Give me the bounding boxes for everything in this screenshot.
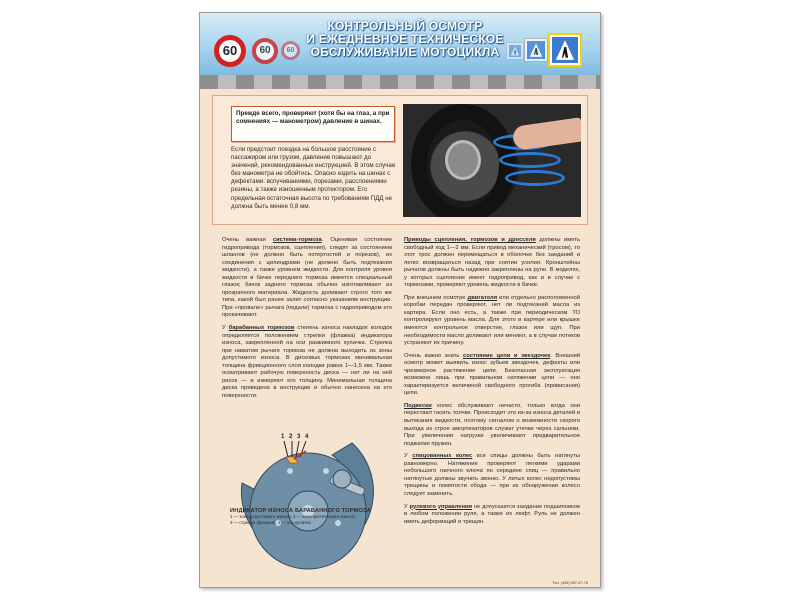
- diagram-caption: [230, 508, 390, 525]
- diagram-legend: 1 — зона допустимого износа; 2 — зона критического износа;: [230, 514, 356, 519]
- road-stripe: [200, 75, 600, 89]
- diagram-caption-title: ИНДИКАТОР ИЗНОСА БАРАБАННОГО ТОРМОЗА: [230, 508, 372, 514]
- tire-pressure-text: Если предстоит поездка на большое расстояние с пассажиром или грузом, давление повышают до значений, рекомендованных инструкцией. В этом случае без манометра не обойтись. Опасно ездить на шинах с дефектами: вспучиваниями, порезами, расслоениями резины, а также изношенным протектором. Его предельная остаточная высота по требованиям ПДД не должна быть менее 0,8 мм.: [231, 146, 396, 210]
- drum-brake-diagram: [222, 413, 392, 573]
- tire-section: [212, 95, 588, 225]
- left-text-column: [222, 237, 392, 405]
- right-text-column: [404, 237, 580, 531]
- page-title: [300, 20, 510, 59]
- diagram-label: 3: [297, 434, 301, 440]
- title-line: ОБСЛУЖИВАНИЕ МОТОЦИКЛА: [310, 45, 500, 59]
- speed-limit-sign-icon: 60: [252, 38, 278, 64]
- diagram-label: 1: [281, 434, 285, 440]
- suspension-paragraph: Подвески колес обслуживают нечасто, только когда они перестают гасить толчки. Происходит это из-за износа деталей и вытекания жидкости, поэтому сигналом о возможности скорого выхода из строя амортизаторов служат утечки через сальники. При увеличении нагрузки увеличивают предварительное поджатие пружин.: [404, 402, 580, 447]
- footer-contacts: Тел. (495) 987-87-76: [552, 581, 588, 585]
- pedestrian-crossing-sign-icon: [550, 35, 580, 65]
- header-banner: [200, 13, 600, 75]
- spoked-wheels-paragraph: У спицованных колес все спицы должны быть натянуты равномерно. Натяжение проверяют легкими ударами небольшого гаечного ключа по середине спиц — правильно натянутые должны звучать звонко. У литых колес недопустимы трещины и помятости обода — при их обнаружении колесо следует заменить.: [404, 453, 581, 497]
- pedestrian-crossing-sign-icon: [507, 43, 523, 59]
- speed-limit-sign-icon: 60: [214, 35, 246, 67]
- title-line: КОНТРОЛЬНЫЙ ОСМОТР: [327, 19, 483, 33]
- drives-paragraph: Приводы сцепления, тормозов и дросселя должны иметь свободный ход 1—2 мм. Если привод механический (тросом), то этот трос должен перемещаться в оболочке без заеданий и легко возвращаться назад при снятии усилия. Кронштейны рычагов должны быть надежно закреплены на руле. В моделях, у которых сцепление имеет гидропривод, как и в случае с тормозами, проверяют уровень жидкости в бачке.: [404, 237, 580, 289]
- poster: [199, 12, 601, 588]
- intro-callout: Прежде всего, проверяют (хотя бы на глаз, а при сомнениях — манометром) давление в шинах.: [231, 106, 395, 142]
- wheel-photo: [403, 104, 581, 217]
- chain-paragraph: Очень важно знать состояние цепи и звездочек. Внешний осмотр может выявить износ зубьев звездочек, дефекты или чрезмерное растяжение цепи. Безопасная эксплуатация возможна лишь при правильном натяжении цепи — оно характеризуется величиной свободного прогиба (провисания) цепи.: [404, 352, 581, 397]
- drum-brakes-paragraph: У барабанных тормозов степень износа накладок колодок определяется положением стрелки (флажка) индикатора износа, закрепленной на оси разжимного кулачка. Стрелка при нажатом рычаге тормоза не должна выходить из зоны допустимого износа. В дисковых тормозах минимальная толщина фрикционного слоя колодки равна 1—1,5 мм. Также осматривают рабочую поверхность диска — нет ли на ней рисок — и измеряют его толщину. Минимальная толщина диска приведена в инструкции и обычно нанесена на его поверхности.: [222, 325, 393, 399]
- diagram-label: 2: [289, 434, 293, 440]
- pedestrian-crossing-sign-icon: [525, 39, 547, 61]
- diagram-legend: 3 — стрелка (флажок); 4 — ось кулачка: [230, 519, 311, 525]
- title-line: И ЕЖЕДНЕВНОЕ ТЕХНИЧЕСКОЕ: [306, 32, 504, 46]
- engine-paragraph: При внешнем осмотре двигателя или отдельно расположенной коробки передач проверяют, нет ли подтеканий масла из картера. Если оно есть, а также при периодическом ТО контролируют уровень масла. Для этого в картере или крышке имеются контрольное отверстие, глазок или щуп. При необходимости масло доливают или меняют, а в случае потеков устраняют их причину.: [404, 294, 580, 347]
- speed-limit-sign-icon: 60: [281, 41, 300, 60]
- steering-paragraph: У рулевого управления не допускается заедание подшипников в любом положении руля, а также их люфт. Руль не должен иметь деформаций и трещин.: [404, 503, 581, 525]
- diagram-label: 4: [305, 434, 309, 440]
- brake-system-paragraph: Очень важная система-тормоза. Оценивая состояние гидропривода (тормозов, сцепления), следят за состоянием шлангов (не должно быть потертостей и порезов), их соединения с цилиндрами (не должно быть подтекания жидкости), а также уровнем жидкости. Для контроля уровня жидкости в бачке переднего тормоза имеется специальный глазок; бачок заднего тормоза обычно изготавливают из прозрачного материала. Жидкость доливают строго того же типа, какой был ранее залит согласно указаниям инструкции. При «провале» рычага (педали) тормоза с гидроприводом его прокачивают.: [222, 237, 392, 319]
